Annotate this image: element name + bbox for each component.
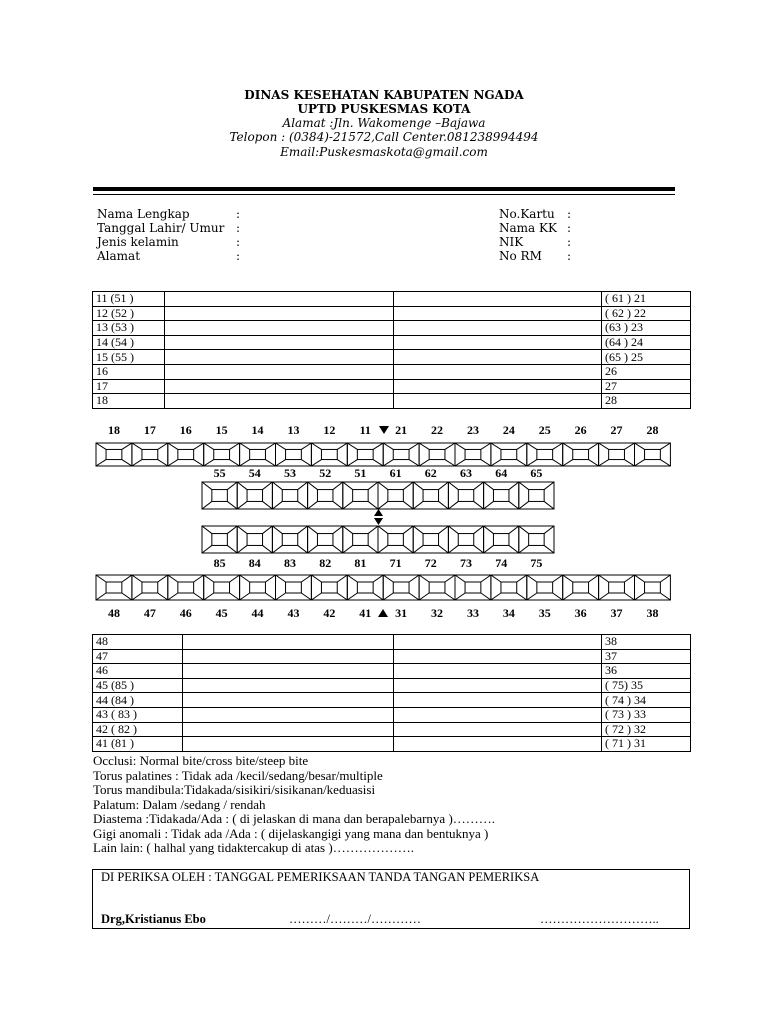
tooth-box[interactable] <box>168 443 204 466</box>
tooth-number: 43 <box>287 606 300 620</box>
tooth-box[interactable] <box>276 443 312 466</box>
clinic-email: Email:Puskesmaskota@gmail.com <box>280 145 488 159</box>
tooth-box[interactable] <box>132 443 168 466</box>
tooth-row <box>93 737 691 752</box>
tooth-box[interactable] <box>527 443 563 466</box>
examiner-signature: ……………………….. <box>540 912 659 926</box>
tooth-number: 15 <box>215 423 228 437</box>
clinic-title: UPTD PUSKESMAS KOTA <box>297 102 471 116</box>
tooth-box[interactable] <box>276 575 312 600</box>
tooth-number: 84 <box>248 556 261 570</box>
tooth-box[interactable] <box>419 443 455 466</box>
patient-field-separator: : <box>567 235 572 249</box>
midline-up-arrow-small <box>374 509 383 516</box>
tooth-box[interactable] <box>237 482 272 509</box>
tooth-box[interactable] <box>527 575 563 600</box>
note-palatum: Palatum: Dalam /sedang / rendah <box>93 796 266 812</box>
patient-field-separator: : <box>567 249 572 263</box>
tooth-box[interactable] <box>204 575 240 600</box>
tooth-number: 74 <box>495 556 508 570</box>
patient-field-label: Tanggal Lahir/ Umur <box>97 221 225 235</box>
tooth-label-left: 17 <box>93 379 165 394</box>
tooth-box[interactable] <box>343 526 378 553</box>
tooth-number: 83 <box>284 556 296 570</box>
tooth-label-left: 42 ( 82 ) <box>93 722 183 737</box>
tooth-number: 42 <box>323 606 336 620</box>
tooth-number: 22 <box>431 423 444 437</box>
patient-field-separator: : <box>236 235 241 249</box>
tooth-number: 38 <box>646 606 659 620</box>
tooth-number: 41 <box>359 606 372 620</box>
clinic-address: Alamat :Jln. Wakomenge –Bajawa <box>282 116 486 130</box>
patient-field-label: Alamat <box>97 249 141 263</box>
tooth-number: 26 <box>574 423 587 437</box>
patient-field-label: Nama KK <box>499 221 557 235</box>
tooth-number: 28 <box>646 423 659 437</box>
agency-title: DINAS KESEHATAN KABUPATEN NGADA <box>244 88 524 102</box>
tooth-box[interactable] <box>343 482 378 509</box>
tooth-box[interactable] <box>96 443 132 466</box>
patient-field-label: NIK <box>499 235 524 249</box>
tooth-box[interactable] <box>455 443 491 466</box>
tooth-note-cell[interactable] <box>394 707 602 722</box>
tooth-box[interactable] <box>378 526 413 553</box>
tooth-box[interactable] <box>311 575 347 600</box>
tooth-label-right: (63 ) 23 <box>602 321 691 336</box>
tooth-note-cell[interactable] <box>394 664 602 679</box>
tooth-row <box>93 649 691 664</box>
tooth-row <box>93 664 691 679</box>
tooth-number: 81 <box>354 556 367 570</box>
tooth-number: 52 <box>319 466 332 480</box>
tooth-note-cell[interactable] <box>183 635 394 650</box>
patient-field-separator: : <box>236 221 241 235</box>
tooth-number: 64 <box>495 466 508 480</box>
midline-down-arrow-small <box>374 518 383 525</box>
tooth-note-cell[interactable] <box>394 649 602 664</box>
tooth-box[interactable] <box>491 443 527 466</box>
tooth-number: 34 <box>502 606 515 620</box>
tooth-number: 85 <box>213 556 226 570</box>
tooth-box[interactable] <box>308 482 343 509</box>
tooth-box[interactable] <box>491 575 527 600</box>
tooth-box[interactable] <box>519 482 554 509</box>
note-diastema: Diastema :Tidakada/Ada : ( di jelaskan di mana dan berapalebarnya )………. <box>93 811 496 826</box>
tooth-box[interactable] <box>240 575 276 600</box>
tooth-number: 33 <box>466 606 479 620</box>
tooth-box[interactable] <box>378 482 413 509</box>
tooth-box[interactable] <box>419 575 455 600</box>
tooth-row <box>93 707 691 722</box>
patient-field-label: No.Kartu <box>499 207 555 221</box>
tooth-box[interactable] <box>635 575 671 600</box>
tooth-number: 71 <box>389 556 402 570</box>
patient-field-label: Nama Lengkap <box>97 207 190 221</box>
tooth-label-right: ( 62 ) 22 <box>602 306 691 321</box>
tooth-label-left: 41 (81 ) <box>93 737 183 752</box>
patient-field-label: Jenis kelamin <box>97 235 179 249</box>
tooth-number: 44 <box>251 606 264 620</box>
tooth-number: 53 <box>284 466 296 480</box>
tooth-box[interactable] <box>347 575 383 600</box>
patient-field-separator: : <box>236 207 241 221</box>
tooth-note-cell[interactable] <box>394 737 602 752</box>
tooth-box[interactable] <box>635 443 671 466</box>
tooth-number: 16 <box>179 423 192 437</box>
tooth-row <box>93 693 691 708</box>
tooth-number: 73 <box>460 556 472 570</box>
tooth-number: 61 <box>389 466 402 480</box>
tooth-box[interactable] <box>383 443 419 466</box>
tooth-note-cell[interactable] <box>394 635 602 650</box>
tooth-number: 47 <box>143 606 156 620</box>
tooth-number: 36 <box>574 606 587 620</box>
tooth-number: 51 <box>354 466 367 480</box>
tooth-number: 27 <box>610 423 623 437</box>
tooth-number: 32 <box>431 606 444 620</box>
tooth-note-cell[interactable] <box>183 693 394 708</box>
tooth-label-left: 43 ( 83 ) <box>93 707 183 722</box>
tooth-number: 75 <box>530 556 543 570</box>
tooth-number: 72 <box>424 556 437 570</box>
tooth-label-right: (65 ) 25 <box>602 350 691 365</box>
note-torus-mandibula: Torus mandibula:Tidakada/sisikiri/sisikanan/keduasisi <box>93 782 376 797</box>
tooth-note-cell[interactable] <box>183 707 394 722</box>
examiner-name: Drg,Kristianus Ebo <box>101 912 206 926</box>
tooth-label-left: 12 (52 ) <box>93 306 165 321</box>
tooth-box[interactable] <box>168 575 204 600</box>
tooth-box[interactable] <box>413 526 448 553</box>
tooth-number: 45 <box>215 606 228 620</box>
patient-field-separator: : <box>236 249 241 263</box>
tooth-number: 24 <box>502 423 515 437</box>
tooth-box[interactable] <box>484 526 519 553</box>
tooth-label-left: 15 (55 ) <box>93 350 165 365</box>
tooth-label-left: 13 (53 ) <box>93 321 165 336</box>
tooth-box[interactable] <box>563 575 599 600</box>
tooth-label-left: 47 <box>93 649 183 664</box>
tooth-label-left: 18 <box>93 394 165 409</box>
tooth-number: 11 <box>359 423 371 437</box>
tooth-label-right: ( 73 ) 33 <box>602 707 691 722</box>
tooth-number: 54 <box>248 466 261 480</box>
tooth-box[interactable] <box>448 482 483 509</box>
tooth-number: 21 <box>395 423 408 437</box>
tooth-number: 25 <box>538 423 551 437</box>
tooth-label-left: 46 <box>93 664 183 679</box>
tooth-box[interactable] <box>202 482 237 509</box>
clinical-notes <box>93 754 495 856</box>
tooth-number: 12 <box>323 423 336 437</box>
tooth-box[interactable] <box>383 575 419 600</box>
tooth-label-right: 27 <box>602 379 691 394</box>
examination-date: ………/………/………… <box>289 912 421 926</box>
tooth-note-cell[interactable] <box>394 722 602 737</box>
patient-field-label: No RM <box>499 249 542 263</box>
tooth-box[interactable] <box>204 443 240 466</box>
tooth-number: 13 <box>287 423 300 437</box>
tooth-label-left: 45 (85 ) <box>93 678 183 693</box>
tooth-label-right: ( 74 ) 34 <box>602 693 691 708</box>
tooth-label-right: 38 <box>602 635 691 650</box>
lower-teeth-table <box>92 634 691 752</box>
tooth-box[interactable] <box>311 443 347 466</box>
tooth-box[interactable] <box>563 443 599 466</box>
tooth-box[interactable] <box>96 575 132 600</box>
tooth-label-right: 28 <box>602 394 691 409</box>
tooth-label-left: 14 (54 ) <box>93 335 165 350</box>
clinic-phone: Telopon : (0384)-21572,Call Center.081238994494 <box>229 130 539 144</box>
tooth-box[interactable] <box>448 526 483 553</box>
tooth-box[interactable] <box>132 575 168 600</box>
tooth-note-cell[interactable] <box>183 649 394 664</box>
tooth-row <box>93 722 691 737</box>
tooth-box[interactable] <box>519 526 554 553</box>
tooth-note-cell[interactable] <box>394 693 602 708</box>
tooth-label-left: 11 (51 ) <box>93 292 165 307</box>
tooth-row <box>93 635 691 650</box>
tooth-label-left: 48 <box>93 635 183 650</box>
tooth-number: 35 <box>538 606 551 620</box>
tooth-number: 17 <box>143 423 156 437</box>
tooth-box[interactable] <box>202 526 237 553</box>
tooth-label-right: ( 72 ) 32 <box>602 722 691 737</box>
tooth-number: 46 <box>179 606 192 620</box>
tooth-note-cell[interactable] <box>394 678 602 693</box>
tooth-box[interactable] <box>455 575 491 600</box>
note-occlusion: Occlusi: Normal bite/cross bite/steep bite <box>93 753 309 768</box>
tooth-number: 23 <box>466 423 479 437</box>
tooth-label-left: 44 (84 ) <box>93 693 183 708</box>
tooth-box[interactable] <box>272 482 307 509</box>
tooth-number: 48 <box>107 606 120 620</box>
tooth-label-right: ( 75) 35 <box>602 678 691 693</box>
tooth-box[interactable] <box>484 482 519 509</box>
tooth-box[interactable] <box>413 482 448 509</box>
tooth-label-left: 16 <box>93 364 165 379</box>
note-torus-palatines: Torus palatines : Tidak ada /kecil/sedang/besar/multiple <box>93 767 383 783</box>
tooth-number: 62 <box>424 466 437 480</box>
tooth-box[interactable] <box>599 443 635 466</box>
tooth-box[interactable] <box>272 526 307 553</box>
tooth-note-cell[interactable] <box>183 664 394 679</box>
tooth-label-right: (64 ) 24 <box>602 335 691 350</box>
tooth-box[interactable] <box>237 526 272 553</box>
tooth-note-cell[interactable] <box>183 722 394 737</box>
tooth-label-right: ( 71 ) 31 <box>602 737 691 752</box>
tooth-note-cell[interactable] <box>183 678 394 693</box>
tooth-number: 14 <box>251 423 264 437</box>
tooth-box[interactable] <box>599 575 635 600</box>
tooth-number: 31 <box>395 606 408 620</box>
tooth-label-right: 36 <box>602 664 691 679</box>
tooth-row <box>93 678 691 693</box>
tooth-number: 63 <box>460 466 472 480</box>
patient-field-separator: : <box>567 221 572 235</box>
tooth-box[interactable] <box>347 443 383 466</box>
tooth-number: 37 <box>610 606 623 620</box>
tooth-number: 65 <box>530 466 543 480</box>
tooth-box[interactable] <box>308 526 343 553</box>
note-lain-lain: Lain lain: ( halhal yang tidaktercakup di atas )………………. <box>93 840 414 855</box>
tooth-number: 82 <box>319 556 332 570</box>
tooth-label-right: 37 <box>602 649 691 664</box>
tooth-box[interactable] <box>240 443 276 466</box>
examiner-header: DI PERIKSA OLEH : TANGGAL PEMERIKSAAN TANDA TANGAN PEMERIKSA <box>101 870 540 884</box>
note-gigi-anomali: Gigi anomali : Tidak ada /Ada : ( dijelaskangigi yang mana dan bentuknya ) <box>93 825 489 841</box>
patient-field-separator: : <box>567 207 572 221</box>
tooth-label-right: 26 <box>602 364 691 379</box>
tooth-note-cell[interactable] <box>183 737 394 752</box>
tooth-number: 18 <box>107 423 120 437</box>
tooth-number: 55 <box>213 466 226 480</box>
tooth-label-right: ( 61 ) 21 <box>602 292 691 307</box>
